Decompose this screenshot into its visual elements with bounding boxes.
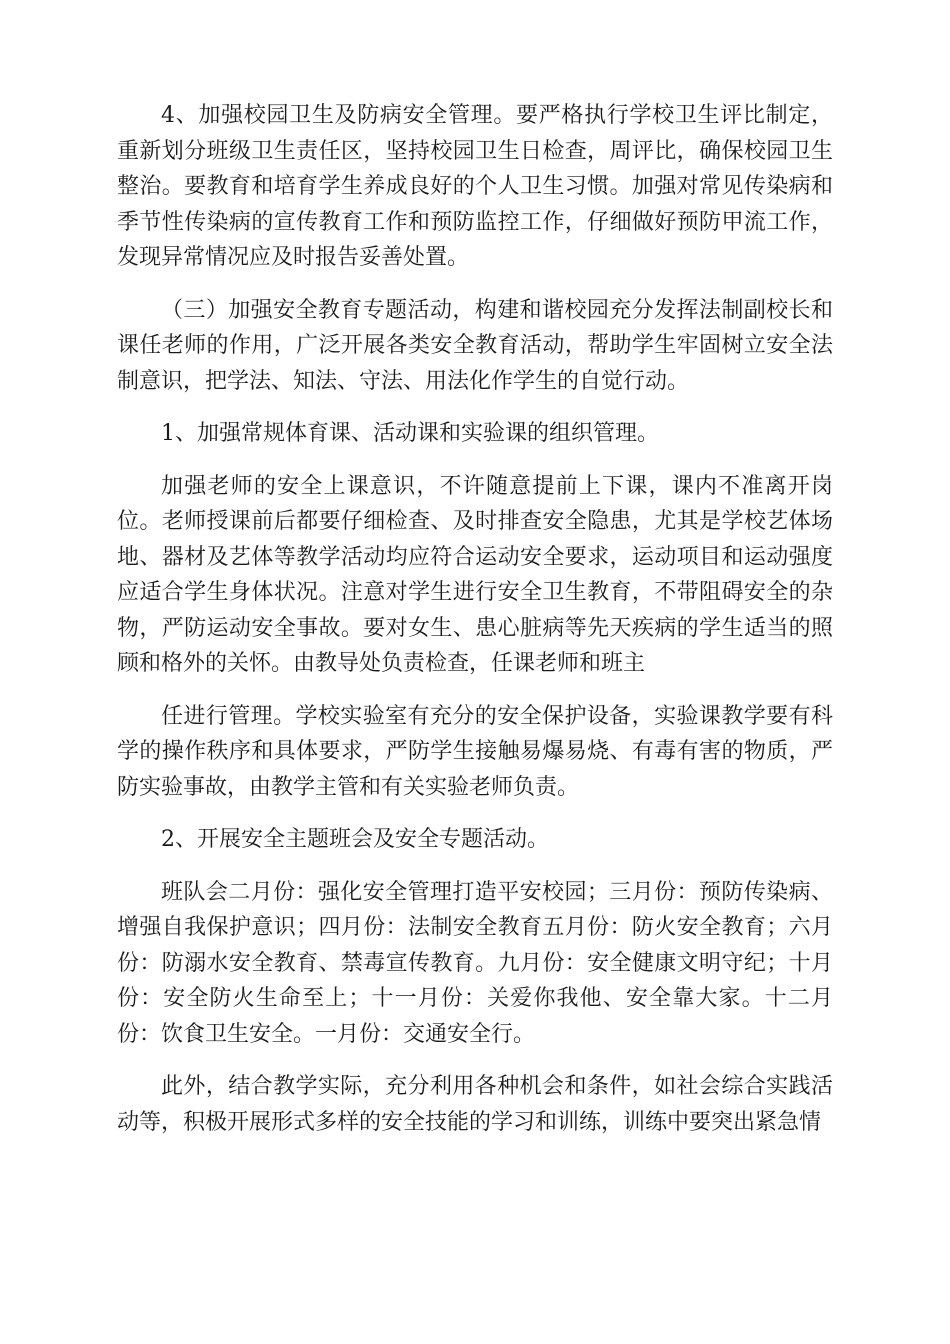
paragraph-campus-hygiene: 4、加强校园卫生及防病安全管理。要严格执行学校卫生评比制定，重新划分班级卫生责任区，坚持校园卫生日检查，周评比，确保校园卫生整治。要教育和培育学生养成良好的个人卫生习惯。加强对常见传染病和季节性传染病的宣传教育工作和预防监控工作，仔细做好预防甲流工作，发现异常情况应及时报告妥善处置。 <box>117 103 833 270</box>
paragraph-laboratory-safety: 任进行管理。学校实验室有充分的安全保护设备，实验课教学要有科学的操作秩序和具体要求，严防学生接触易爆易烧、有毒有害的物质，严防实验事故，由教学主管和有关实验老师负责。 <box>117 703 833 800</box>
paragraph-class-management-heading: 1、加强常规体育课、活动课和实验课的组织管理。 <box>161 421 659 446</box>
paragraph-monthly-schedule: 班队会二月份：强化安全管理打造平安校园；三月份：预防传染病、增强自我保护意识；四月份：法制安全教育五月份：防火安全教育；六月份：防溺水安全教育、禁毒宣传教育。九月份：安全健康文明守纪；十月份：安全防火生命至上；十一月份：关爱你我他、安全靠大家。十二月份：饮食卫生安全。一月份：交通安全行。 <box>117 879 833 1047</box>
paragraph-safety-education-activities: （三）加强安全教育专题活动，构建和谐校园充分发挥法制副校长和课任老师的作用，广泛开展各类安全教育活动，帮助学生牢固树立安全法制意识，把学法、知法、守法、用法化作学生的自觉行动。 <box>117 297 833 394</box>
document-body <box>117 98 833 1157</box>
paragraph-teacher-safety-awareness: 加强老师的安全上课意识，不许随意提前上下课，课内不准离开岗位。老师授课前后都要仔细检查、及时排查安全隐患，尤其是学校艺体场地、器材及艺体等教学活动均应符合运动安全要求，运动项目和运动强度应适合学生身体状况。注意对学生进行安全卫生教育，不带阻碍安全的杂物，严防运动安全事故。要对女生、患心脏病等先天疾病的学生适当的照顾和格外的关怀。由教导处负责检查，任课老师和班主 <box>117 473 833 676</box>
paragraph-safety-skills-training: 此外，结合教学实际，充分利用各种机会和条件，如社会综合实践活动等，积极开展形式多样的安全技能的学习和训练，训练中要突出紧急情 <box>117 1074 833 1135</box>
paragraph-theme-class-meeting-heading: 2、开展安全主题班会及安全专题活动。 <box>161 827 549 852</box>
